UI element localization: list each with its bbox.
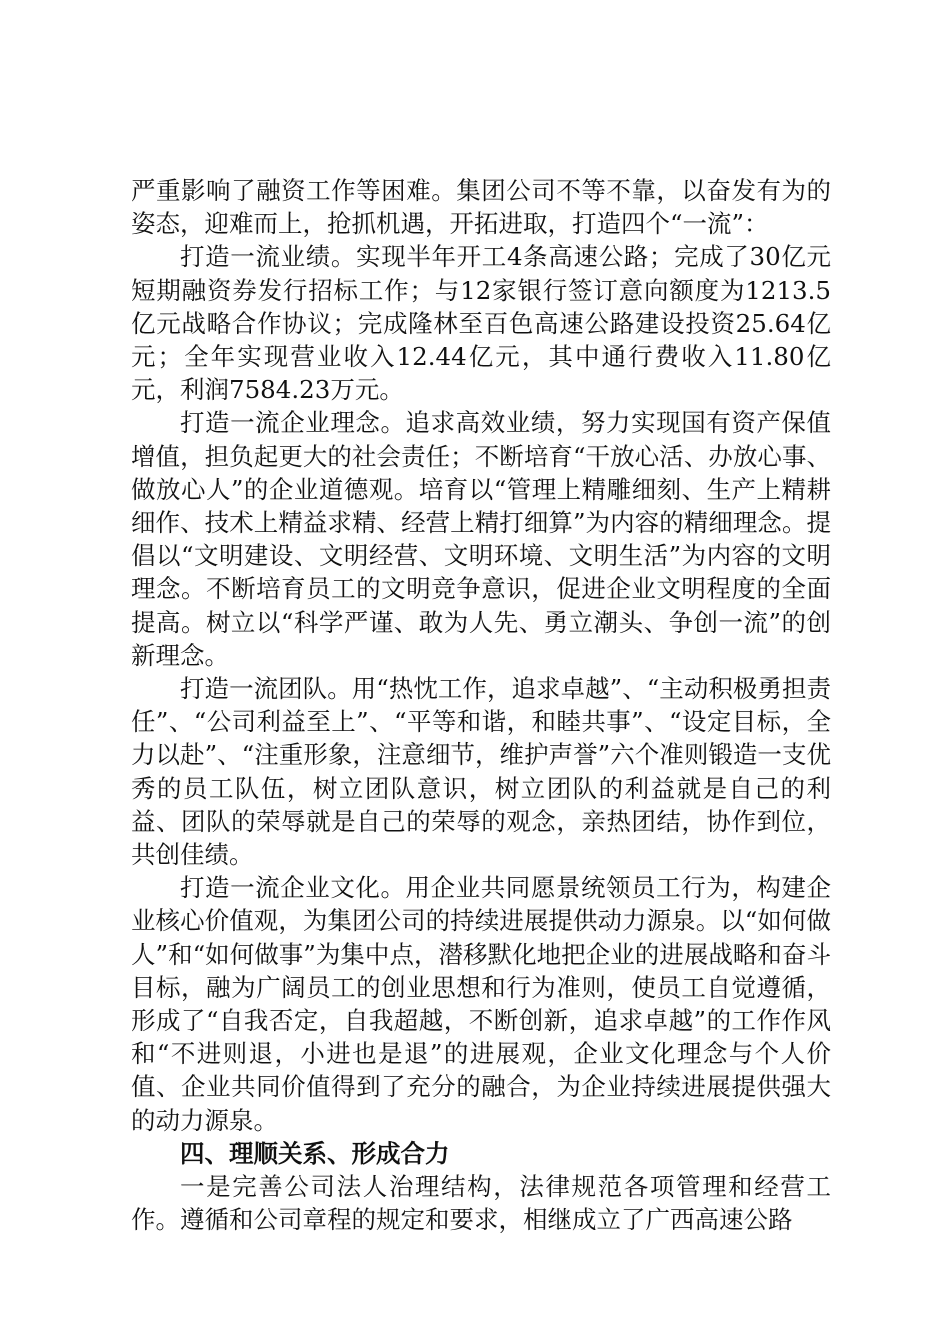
paragraph-first-class-culture: 打造一流企业文化。用企业共同愿景统领员工行为，构建企业核心价值观，为集团公司的持续进展提供动力源泉。以“如何做人”和“如何做事”为集中点，潜移默化地把企业的进展战略和奋斗目标，融为广阔员工的创业思想和行为准则，使员工自觉遵循，形成了“自我否定，自我超越，不断创新，追求卓越”的工作作风和“不进则退，小进也是退”的进展观，企业文化理念与个人价值、企业共同价值得到了充分的融合，为企业持续进展提供强大的动力源泉。 xyxy=(131,873,831,1135)
paragraph-intro-continuation: 严重影响了融资工作等困难。集团公司不等不靠，以奋发有为的姿态，迎难而上，抢抓机遇，开拓进取，打造四个“一流”： xyxy=(131,176,831,239)
document-body xyxy=(131,174,831,1237)
paragraph-first-class-performance: 打造一流业绩。实现半年开工4条高速公路；完成了30亿元短期融资券发行招标工作；与12家银行签订意向额度为1213.5亿元战略合作协议；完成隆林至百色高速公路建设投资25.64亿元；全年实现营业收入12.44亿元，其中通行费收入11.80亿元，利润7584.23万元。 xyxy=(131,242,831,405)
paragraph-first-class-team: 打造一流团队。用“热忱工作，追求卓越”、“主动积极勇担责任”、“公司利益至上”、“平等和谐，和睦共事”、“设定目标，全力以赴”、“注重形象，注意细节，维护声誉”六个准则锻造一支优秀的员工队伍，树立团队意识，树立团队的利益就是自己的利益、团队的荣辱就是自己的荣辱的观念，亲热团结，协作到位，共创佳绩。 xyxy=(131,674,831,870)
section-heading: 四、理顺关系、形成合力 xyxy=(180,1138,450,1168)
paragraph-governance: 一是完善公司法人治理结构，法律规范各项管理和经营工作。遵循和公司章程的规定和要求，相继成立了广西高速公路 xyxy=(131,1172,831,1235)
paragraph-first-class-philosophy: 打造一流企业理念。追求高效业绩，努力实现国有资产保值增值，担负起更大的社会责任；不断培育“干放心活、办放心事、做放心人”的企业道德观。培育以“管理上精雕细刻、生产上精耕细作、技术上精益求精、经营上精打细算”为内容的精细理念。提倡以“文明建设、文明经营、文明环境、文明生活”为内容的文明理念。不断培育员工的文明竞争意识，促进企业文明程度的全面提高。树立以“科学严谨、敢为人先、勇立潮头、争创一流”的创新理念。 xyxy=(131,408,831,670)
